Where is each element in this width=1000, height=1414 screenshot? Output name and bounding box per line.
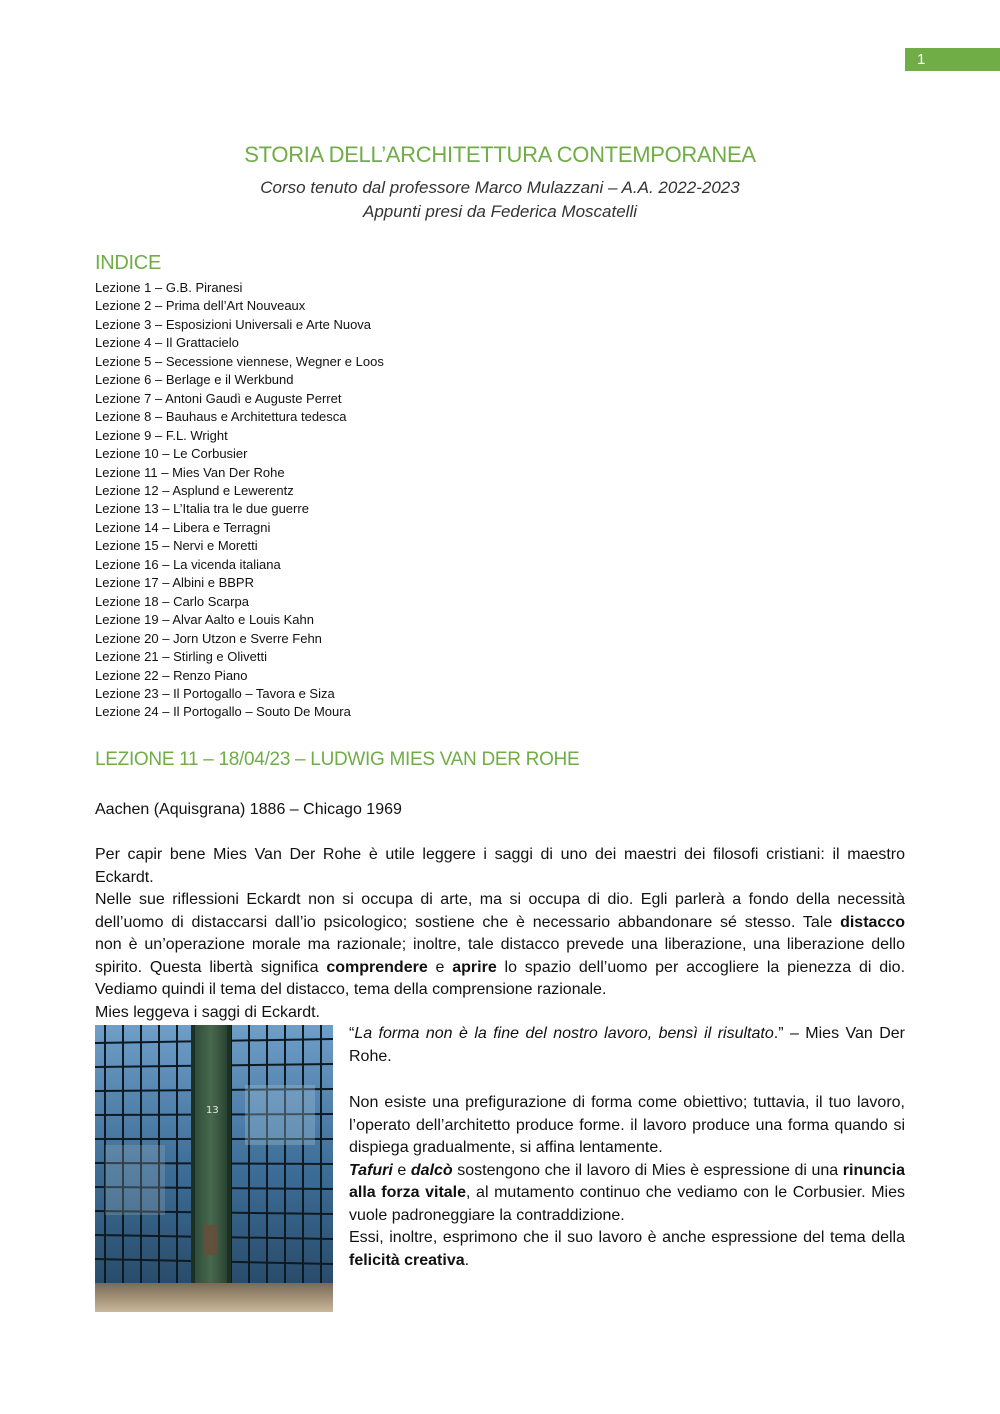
- document-title: STORIA DELL’ARCHITETTURA CONTEMPORANEA: [244, 142, 756, 167]
- body-text: .: [464, 1251, 470, 1269]
- index-item: Lezione 15 – Nervi e Moretti: [95, 538, 258, 554]
- index-item: Lezione 8 – Bauhaus e Architettura tedesca: [95, 409, 347, 425]
- index-item: Lezione 16 – La vicenda italiana: [95, 556, 281, 572]
- page-number-badge: [905, 48, 1000, 71]
- lesson-intro: [95, 844, 905, 1024]
- mies-quote: [349, 1023, 905, 1068]
- index-item: Lezione 24 – Il Portogallo – Souto De Moura: [95, 704, 351, 720]
- body-paragraph: Non esiste una prefigurazione di forma come obiettivo; tuttavia, il tuo lavoro, l’operato dell’architetto produce forme. il lavoro produce una forma quando si dispiega gradualmente, si affina lentamente.: [349, 1094, 905, 1156]
- intro-line: Eckardt.: [95, 868, 154, 886]
- body-text: e: [392, 1161, 411, 1179]
- index-item: Lezione 9 – F.L. Wright: [95, 427, 228, 443]
- body-paragraph: [349, 1160, 905, 1228]
- name-dalco: dalcò: [410, 1161, 453, 1179]
- index-item: Lezione 1 – G.B. Piranesi: [95, 280, 243, 295]
- lesson-dates: Aachen (Aquisgrana) 1886 – Chicago 1969: [95, 801, 402, 818]
- intro-text: lo spazio dell’uomo per accogliere la pienezza di dio.: [496, 958, 906, 976]
- intro-line: [95, 912, 905, 935]
- lesson-heading: LEZIONE 11 – 18/04/23 – LUDWIG MIES VAN DER ROHE: [95, 749, 580, 770]
- index-item: Lezione 10 – Le Corbusier: [95, 446, 248, 462]
- index-item: Lezione 18 – Carlo Scarpa: [95, 593, 249, 609]
- intro-text: dell’uomo di distaccarsi dall’io psicologico; sostiene che è necessario abbandonare sé stesso. Tale: [95, 913, 841, 931]
- index-item: Lezione 22 – Renzo Piano: [95, 667, 248, 683]
- index-item: Lezione 13 – L’Italia tra le due guerre: [95, 501, 309, 517]
- index-item: Lezione 6 – Berlage e il Werkbund: [95, 372, 294, 388]
- keyword-distacco: distacco: [840, 913, 905, 931]
- intro-line: [95, 957, 905, 980]
- index-list: [95, 279, 384, 722]
- intro-line: Per capir bene Mies Van Der Rohe è utile leggere i saggi di uno dei maestri dei filosofi cristiani: il maestro: [95, 846, 905, 863]
- index-item: Lezione 17 – Albini e BBPR: [95, 575, 254, 591]
- index-item: Lezione 23 – Il Portogallo – Tavora e Siza: [95, 685, 335, 701]
- index-item: Lezione 12 – Asplund e Lewerentz: [95, 482, 294, 498]
- index-item: Lezione 21 – Stirling e Olivetti: [95, 649, 267, 665]
- index-item: Lezione 20 – Jorn Utzon e Sverre Fehn: [95, 630, 322, 646]
- intro-text: spirito. Questa libertà significa: [95, 958, 327, 976]
- lesson-body: [349, 1092, 905, 1272]
- index-heading: INDICE: [95, 252, 161, 274]
- index-item: Lezione 19 – Alvar Aalto e Louis Kahn: [95, 612, 314, 628]
- intro-line: Nelle sue riflessioni Eckardt non si occupa di arte, ma si occupa di dio. Egli parlerà a fondo della necessità: [95, 891, 905, 908]
- index-item: Lezione 5 – Secessione viennese, Wegner e Loos: [95, 353, 384, 369]
- keyword-aprire: aprire: [452, 958, 497, 976]
- index-item: Lezione 11 – Mies Van Der Rohe: [95, 464, 285, 480]
- keyword-felicita-creativa: felicità creativa: [349, 1251, 465, 1269]
- intro-line: non è un’operazione morale ma razionale; inoltre, tale distacco prevede una liberazione, una liberazione dello: [95, 936, 905, 953]
- body-text: Essi, inoltre, esprimono che il suo lavoro è anche espressione del tema della: [349, 1229, 905, 1246]
- index-item: Lezione 7 – Antoni Gaudì e Auguste Perret: [95, 390, 342, 406]
- body-text: , al mutamento continuo che vediamo con le Corbusier. Mies vuole padroneggiare la contraddizione.: [349, 1184, 905, 1224]
- quote-attribution: .” – Mies Van Der Rohe.: [349, 1025, 905, 1065]
- index-item: Lezione 2 – Prima dell’Art Nouveaux: [95, 298, 306, 314]
- body-paragraph: [349, 1227, 905, 1272]
- index-item: Lezione 4 – Il Grattacielo: [95, 335, 239, 351]
- building-facade-photo: [95, 1025, 333, 1312]
- author-subtitle: Appunti presi da Federica Moscatelli: [362, 202, 638, 221]
- facade-number: 13: [206, 1105, 219, 1116]
- index-item: Lezione 3 – Esposizioni Universali e Arte Nuova: [95, 316, 372, 332]
- intro-text: e: [427, 958, 453, 976]
- course-subtitle: Corso tenuto dal professore Marco Mulazzani – A.A. 2022-2023: [260, 178, 740, 197]
- body-text: sostengono che il lavoro di Mies è espressione di una: [452, 1161, 843, 1179]
- quote-open: “: [349, 1025, 355, 1042]
- keyword-rinuncia: rinuncia alla forza vitale: [349, 1161, 905, 1201]
- page-number: 1: [917, 51, 926, 68]
- intro-line: Mies leggeva i saggi di Eckardt.: [95, 1003, 320, 1021]
- keyword-comprendere: comprendere: [326, 958, 428, 976]
- facade-illustration: [95, 1025, 333, 1312]
- name-tafuri: Tafuri: [349, 1161, 393, 1179]
- index-item: Lezione 14 – Libera e Terragni: [95, 519, 271, 535]
- intro-line: Vediamo quindi il tema del distacco, tema della comprensione razionale.: [95, 981, 607, 998]
- quote-text: La forma non è la fine del nostro lavoro, bensì il risultato: [354, 1025, 774, 1042]
